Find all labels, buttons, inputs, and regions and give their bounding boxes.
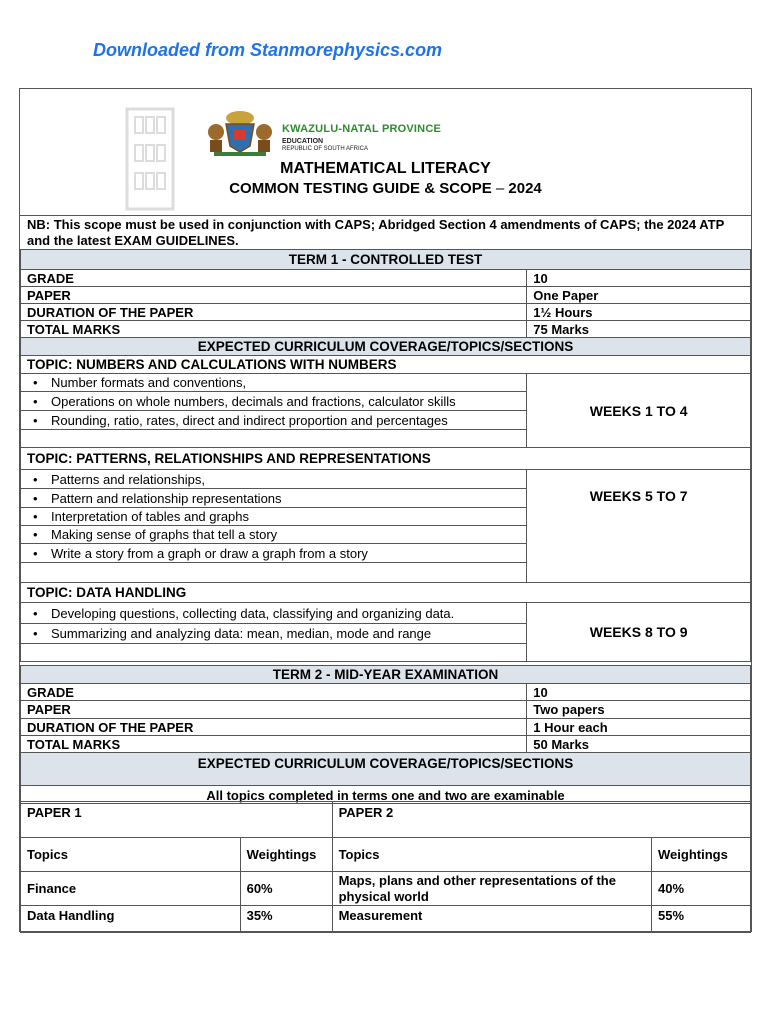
blank-row (21, 430, 527, 448)
topic-patterns-item: • Pattern and relationship representations (21, 489, 527, 508)
term1-marks-value: 75 Marks (527, 321, 751, 338)
term2-heading: TERM 2 - MID-YEAR EXAMINATION (21, 666, 751, 684)
topic-patterns-title: TOPIC: PATTERNS, RELATIONSHIPS AND REPRESENTATIONS (21, 448, 751, 470)
nb-note: NB: This scope must be used in conjunction with CAPS; Abridged Section 4 amendments of CAPS; the 2024 ATP and the latest EXAM GUIDELINES. (27, 217, 725, 248)
paper1-topics-header: Topics (21, 838, 241, 872)
topic-data-title: TOPIC: DATA HANDLING (21, 583, 751, 603)
topic-patterns-weeks: WEEKS 5 TO 7 (527, 470, 751, 583)
term2-marks-label: TOTAL MARKS (21, 736, 527, 753)
paper2-weight-cell: 55% (652, 906, 751, 933)
term1-marks-label: TOTAL MARKS (21, 321, 527, 338)
term2-duration-label: DURATION OF THE PAPER (21, 719, 527, 736)
scope-document (19, 88, 752, 932)
paper1-weight-cell: 35% (240, 906, 332, 933)
topic-numbers-item: • Rounding, ratio, rates, direct and indirect proportion and percentages (21, 411, 527, 430)
topic-data-weeks: WEEKS 8 TO 9 (527, 603, 751, 662)
topic-data-item: • Developing questions, collecting data, classifying and organizing data. (21, 603, 527, 624)
topic-data-item: • Summarizing and analyzing data: mean, median, mode and range (21, 624, 527, 644)
topic-patterns-item: • Write a story from a graph or draw a graph from a story (21, 544, 527, 563)
paper1-weight-header: Weightings (240, 838, 332, 872)
term1-coverage-heading: EXPECTED CURRICULUM COVERAGE/TOPICS/SECTIONS (21, 338, 751, 356)
paper2-topic-cell: Maps, plans and other representations of the physical world (332, 872, 651, 906)
paper2-weight-cell: 40% (652, 872, 751, 906)
term1-paper-value: One Paper (527, 287, 751, 304)
subtitle-dash: – (491, 180, 509, 197)
term1-table (20, 249, 751, 662)
term2-examinable-note: All topics completed in terms one and two are examinable (21, 786, 751, 804)
topic-numbers-item: • Number formats and conventions, (21, 374, 527, 392)
document-title: MATHEMATICAL LITERACY (280, 160, 491, 177)
topic-numbers-item: • Operations on whole numbers, decimals and fractions, calculator skills (21, 392, 527, 411)
term1-paper-label: PAPER (21, 287, 527, 304)
topic-patterns-item: • Interpretation of tables and graphs (21, 508, 527, 526)
document-subtitle (20, 180, 751, 197)
term2-coverage-heading: EXPECTED CURRICULUM COVERAGE/TOPICS/SECTIONS (21, 753, 751, 786)
topic-patterns-item: • Patterns and relationships, (21, 470, 527, 489)
paper1-title: PAPER 1 (21, 802, 333, 838)
paper2-topics-header: Topics (332, 838, 651, 872)
paper2-weight-header: Weightings (652, 838, 751, 872)
blank-row (21, 644, 527, 662)
topic-patterns-item: • Making sense of graphs that tell a story (21, 526, 527, 544)
term2-marks-value: 50 Marks (527, 736, 751, 753)
country-name: REPUBLIC OF SOUTH AFRICA (282, 146, 369, 152)
term1-heading: TERM 1 - CONTROLLED TEST (21, 250, 751, 270)
paper2-topic-cell: Measurement (332, 906, 651, 933)
document-header (20, 89, 751, 216)
blank-row (21, 563, 527, 583)
term1-grade-value: 10 (527, 270, 751, 287)
paper2-title: PAPER 2 (332, 802, 750, 838)
term1-grade-label: GRADE (21, 270, 527, 287)
kzn-coat-of-arms-icon (206, 106, 274, 158)
term2-grade-value: 10 (527, 684, 751, 701)
paper1-topic-cell: Finance (21, 872, 241, 906)
term1-duration-label: DURATION OF THE PAPER (21, 304, 527, 321)
topic-numbers-title: TOPIC: NUMBERS AND CALCULATIONS WITH NUMBERS (21, 356, 751, 374)
department-name: EDUCATION (282, 138, 324, 145)
download-banner-link[interactable]: Downloaded from Stanmorephysics.com (93, 40, 443, 60)
term2-table (20, 665, 751, 804)
subtitle-text: COMMON TESTING GUIDE & SCOPE (229, 180, 492, 197)
topic-numbers-weeks: WEEKS 1 TO 4 (527, 374, 751, 448)
paper1-weight-cell: 60% (240, 872, 332, 906)
paper1-topic-cell: Data Handling (21, 906, 241, 933)
term2-paper-label: PAPER (21, 701, 527, 719)
term2-duration-value: 1 Hour each (527, 719, 751, 736)
term1-duration-value: 1½ Hours (527, 304, 751, 321)
term2-grade-label: GRADE (21, 684, 527, 701)
subtitle-year: 2024 (508, 180, 542, 197)
papers-table (20, 801, 751, 933)
term2-paper-value: Two papers (527, 701, 751, 719)
province-name: KWAZULU-NATAL PROVINCE (282, 123, 442, 135)
